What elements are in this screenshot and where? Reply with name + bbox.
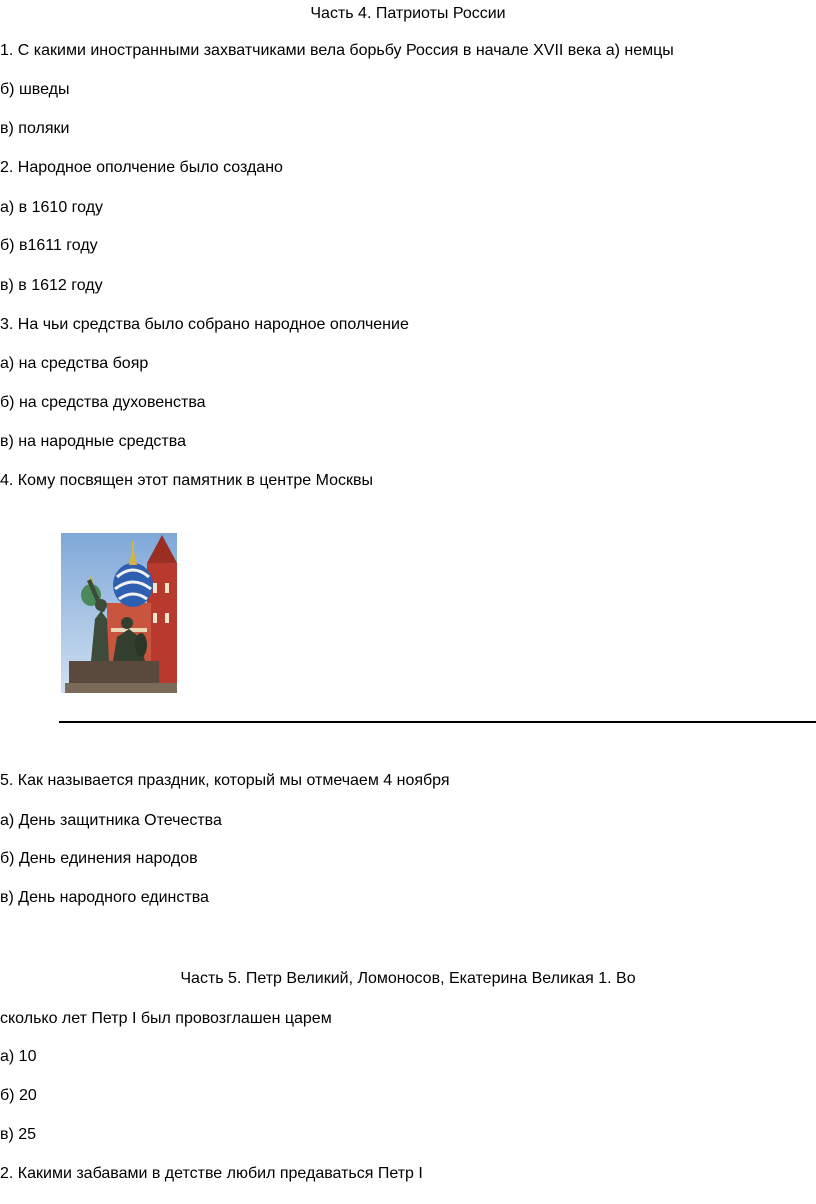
q1-question: 1. С какими иностранными захватчиками вела борьбу Россия в начале XVII века а) немцы: [0, 42, 674, 59]
part5-title: Часть 5. Петр Великий, Ломоносов, Екатерина Великая 1. Во: [180, 970, 636, 987]
q5-option-c: в) День народного единства: [0, 889, 209, 906]
q5-question: 5. Как называется праздник, который мы отмечаем 4 ноября: [0, 772, 450, 789]
q3-option-b: б) на средства духовенства: [0, 394, 206, 411]
q2-option-c: в) в 1612 году: [0, 277, 103, 294]
p5-q1-option-c: в) 25: [0, 1126, 37, 1143]
q4-question: 4. Кому посвящен этот памятник в центре Москвы: [0, 472, 374, 489]
p5-q1-option-a: а) 10: [0, 1048, 37, 1065]
q2-question: 2. Народное ополчение было создано: [0, 159, 283, 176]
part4-title: Часть 4. Патриоты России: [310, 5, 506, 22]
answer-line: [59, 721, 816, 723]
q3-question: 3. На чьи средства было собрано народное ополчение: [0, 316, 409, 333]
p5-q2-question: 2. Какими забавами в детстве любил предаваться Петр I: [0, 1165, 423, 1182]
p5-q1-continued: сколько лет Петр I был провозглашен царем: [0, 1010, 332, 1027]
q5-option-a: а) День защитника Отечества: [0, 812, 222, 829]
q5-option-b: б) День единения народов: [0, 850, 198, 867]
q3-option-a: а) на средства бояр: [0, 355, 149, 372]
q2-option-b: б) в1611 году: [0, 237, 98, 254]
q2-option-a: а) в 1610 году: [0, 199, 104, 216]
p5-q1-option-b: б) 20: [0, 1087, 37, 1104]
q3-option-c: в) на народные средства: [0, 433, 186, 450]
minin-pozharsky-monument-photo: [61, 533, 177, 693]
q1-option-c: в) поляки: [0, 120, 70, 137]
q1-option-b: б) шведы: [0, 81, 70, 98]
